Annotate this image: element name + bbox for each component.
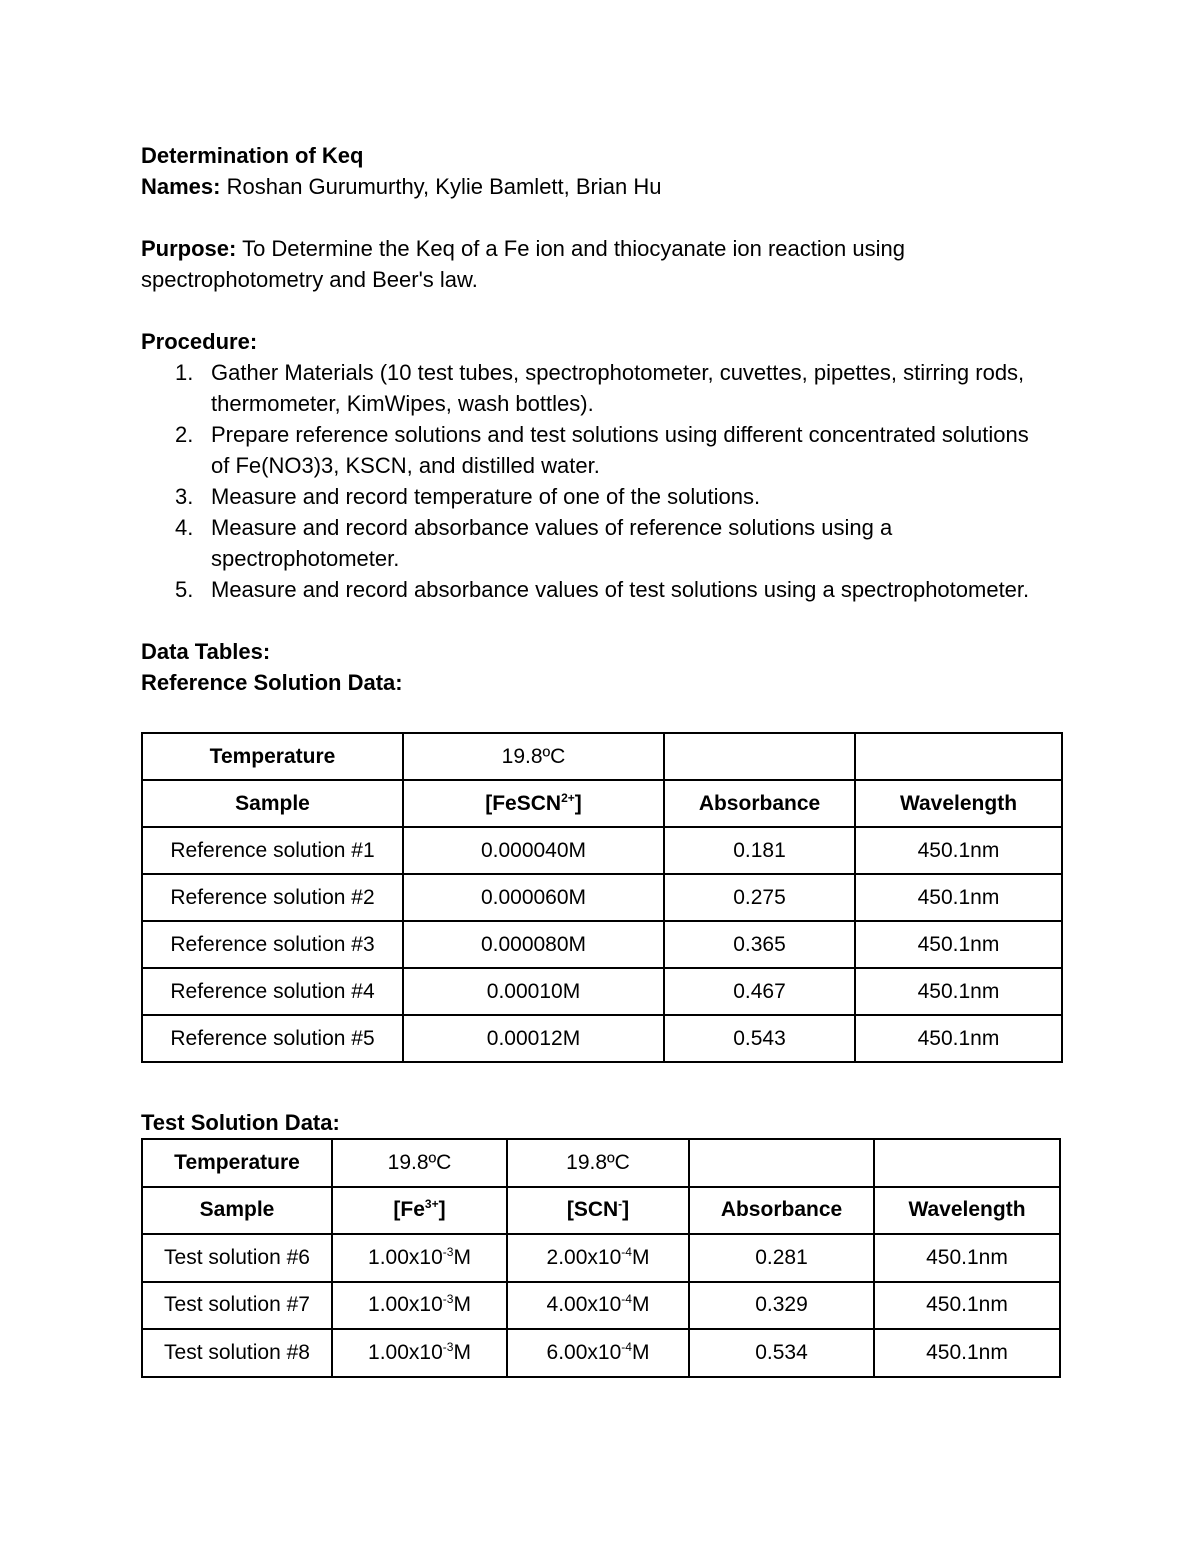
cell-sample: Reference solution #2 bbox=[142, 874, 403, 921]
cell-absorbance: 0.365 bbox=[664, 921, 855, 968]
cell-scn-concentration: $6.00x10^{-4}M$ bbox=[507, 1329, 689, 1377]
step-text: Measure and record absorbance values of reference solutions using a spectrophotometer. bbox=[211, 515, 893, 571]
cell-fe-concentration: $1.00x10^{-3}M$ bbox=[332, 1329, 507, 1377]
cell-wavelength: 450.1nm bbox=[855, 921, 1062, 968]
cell-sample: Test solution #8 bbox=[142, 1329, 332, 1377]
data-tables-heading: Data Tables: bbox=[141, 639, 271, 664]
header-fescn: [FeSCN$^{2+}$] bbox=[403, 780, 664, 827]
cell-concentration: 0.000080M bbox=[403, 921, 664, 968]
cell-absorbance: 0.275 bbox=[664, 874, 855, 921]
step-number: 5. bbox=[175, 577, 194, 602]
purpose-line bbox=[141, 233, 971, 295]
cell-wavelength: 450.1nm bbox=[874, 1234, 1060, 1282]
temperature-label: Temperature bbox=[142, 733, 403, 780]
cell-concentration: 0.00012M bbox=[403, 1015, 664, 1062]
procedure-step bbox=[141, 357, 1041, 419]
purpose-label: Purpose: bbox=[141, 236, 237, 261]
table-row bbox=[142, 1139, 1060, 1187]
cell-scn-concentration: $2.00x10^{-4}M$ bbox=[507, 1234, 689, 1282]
table-header-row bbox=[142, 780, 1062, 827]
cell-wavelength: 450.1nm bbox=[855, 968, 1062, 1015]
step-number: 3. bbox=[175, 484, 194, 509]
cell-concentration: 0.000040M bbox=[403, 827, 664, 874]
cell-sample: Test solution #7 bbox=[142, 1282, 332, 1330]
empty-cell bbox=[855, 733, 1062, 780]
procedure-step bbox=[141, 512, 1041, 574]
document-body bbox=[141, 140, 1061, 698]
step-text: Gather Materials (10 test tubes, spectrophotometer, cuvettes, pipettes, stirring rods, thermometer, KimWipes, wash bottles). bbox=[211, 360, 1025, 416]
table-row bbox=[142, 968, 1062, 1015]
header-sample: Sample bbox=[142, 780, 403, 827]
procedure-step bbox=[141, 481, 1041, 512]
cell-wavelength: 450.1nm bbox=[855, 1015, 1062, 1062]
reference-table-title: Reference Solution Data: bbox=[141, 670, 403, 695]
header-sample: Sample bbox=[142, 1187, 332, 1235]
cell-sample: Reference solution #3 bbox=[142, 921, 403, 968]
step-number: 1. bbox=[175, 360, 194, 385]
temperature-label: Temperature bbox=[142, 1139, 332, 1187]
names-label: Names: bbox=[141, 174, 221, 199]
purpose-value: To Determine the Keq of a Fe ion and thiocyanate ion reaction using spectrophotometry and Beer's law. bbox=[141, 236, 905, 292]
cell-absorbance: 0.181 bbox=[664, 827, 855, 874]
document-title: Determination of Keq bbox=[141, 143, 364, 168]
procedure-step bbox=[141, 419, 1041, 481]
step-text: Prepare reference solutions and test solutions using different concentrated solutions of Fe(NO3)3, KSCN, and distilled water. bbox=[211, 422, 1029, 478]
table-row bbox=[142, 1234, 1060, 1282]
header-scn: [SCN-] bbox=[507, 1187, 689, 1235]
temperature-value-fe: 19.8ºC bbox=[332, 1139, 507, 1187]
cell-fe-concentration: $1.00x10^{-3}M$ bbox=[332, 1282, 507, 1330]
cell-wavelength: 450.1nm bbox=[855, 827, 1062, 874]
header-absorbance: Absorbance bbox=[664, 780, 855, 827]
table-row bbox=[142, 1015, 1062, 1062]
cell-concentration: 0.00010M bbox=[403, 968, 664, 1015]
test-table-title: Test Solution Data: bbox=[141, 1110, 340, 1135]
cell-scn-concentration: $4.00x10^{-4}M$ bbox=[507, 1282, 689, 1330]
procedure-list bbox=[141, 357, 1061, 605]
table-row bbox=[142, 1282, 1060, 1330]
step-text: Measure and record temperature of one of the solutions. bbox=[211, 484, 761, 509]
empty-cell bbox=[664, 733, 855, 780]
cell-absorbance: 0.281 bbox=[689, 1234, 874, 1282]
names-value: Roshan Gurumurthy, Kylie Bamlett, Brian Hu bbox=[220, 174, 662, 199]
header-wavelength: Wavelength bbox=[855, 780, 1062, 827]
table-row bbox=[142, 827, 1062, 874]
header-absorbance: Absorbance bbox=[689, 1187, 874, 1235]
names-line bbox=[141, 171, 1061, 202]
step-text: Measure and record absorbance values of test solutions using a spectrophotometer. bbox=[211, 577, 1030, 602]
empty-cell bbox=[689, 1139, 874, 1187]
cell-absorbance: 0.329 bbox=[689, 1282, 874, 1330]
empty-cell bbox=[874, 1139, 1060, 1187]
table-row bbox=[142, 921, 1062, 968]
step-number: 4. bbox=[175, 515, 194, 540]
test-solution-table bbox=[141, 1138, 1061, 1378]
procedure-heading: Procedure: bbox=[141, 329, 258, 354]
cell-absorbance: 0.543 bbox=[664, 1015, 855, 1062]
cell-wavelength: 450.1nm bbox=[874, 1282, 1060, 1330]
procedure-step bbox=[141, 574, 1041, 605]
cell-sample: Reference solution #1 bbox=[142, 827, 403, 874]
cell-fe-concentration: $1.00x10^{-3}M$ bbox=[332, 1234, 507, 1282]
table-row bbox=[142, 733, 1062, 780]
table-row bbox=[142, 1329, 1060, 1377]
header-fe: $[Fe^{3+}]$ bbox=[332, 1187, 507, 1235]
temperature-value-scn: 19.8ºC bbox=[507, 1139, 689, 1187]
table-row bbox=[142, 874, 1062, 921]
cell-sample: Test solution #6 bbox=[142, 1234, 332, 1282]
cell-sample: Reference solution #4 bbox=[142, 968, 403, 1015]
cell-concentration: 0.000060M bbox=[403, 874, 664, 921]
step-number: 2. bbox=[175, 422, 194, 447]
header-wavelength: Wavelength bbox=[874, 1187, 1060, 1235]
reference-solution-table bbox=[141, 732, 1063, 1063]
cell-sample: Reference solution #5 bbox=[142, 1015, 403, 1062]
table-header-row bbox=[142, 1187, 1060, 1235]
cell-absorbance: 0.534 bbox=[689, 1329, 874, 1377]
cell-absorbance: 0.467 bbox=[664, 968, 855, 1015]
cell-wavelength: 450.1nm bbox=[855, 874, 1062, 921]
temperature-value: 19.8ºC bbox=[403, 733, 664, 780]
cell-wavelength: 450.1nm bbox=[874, 1329, 1060, 1377]
